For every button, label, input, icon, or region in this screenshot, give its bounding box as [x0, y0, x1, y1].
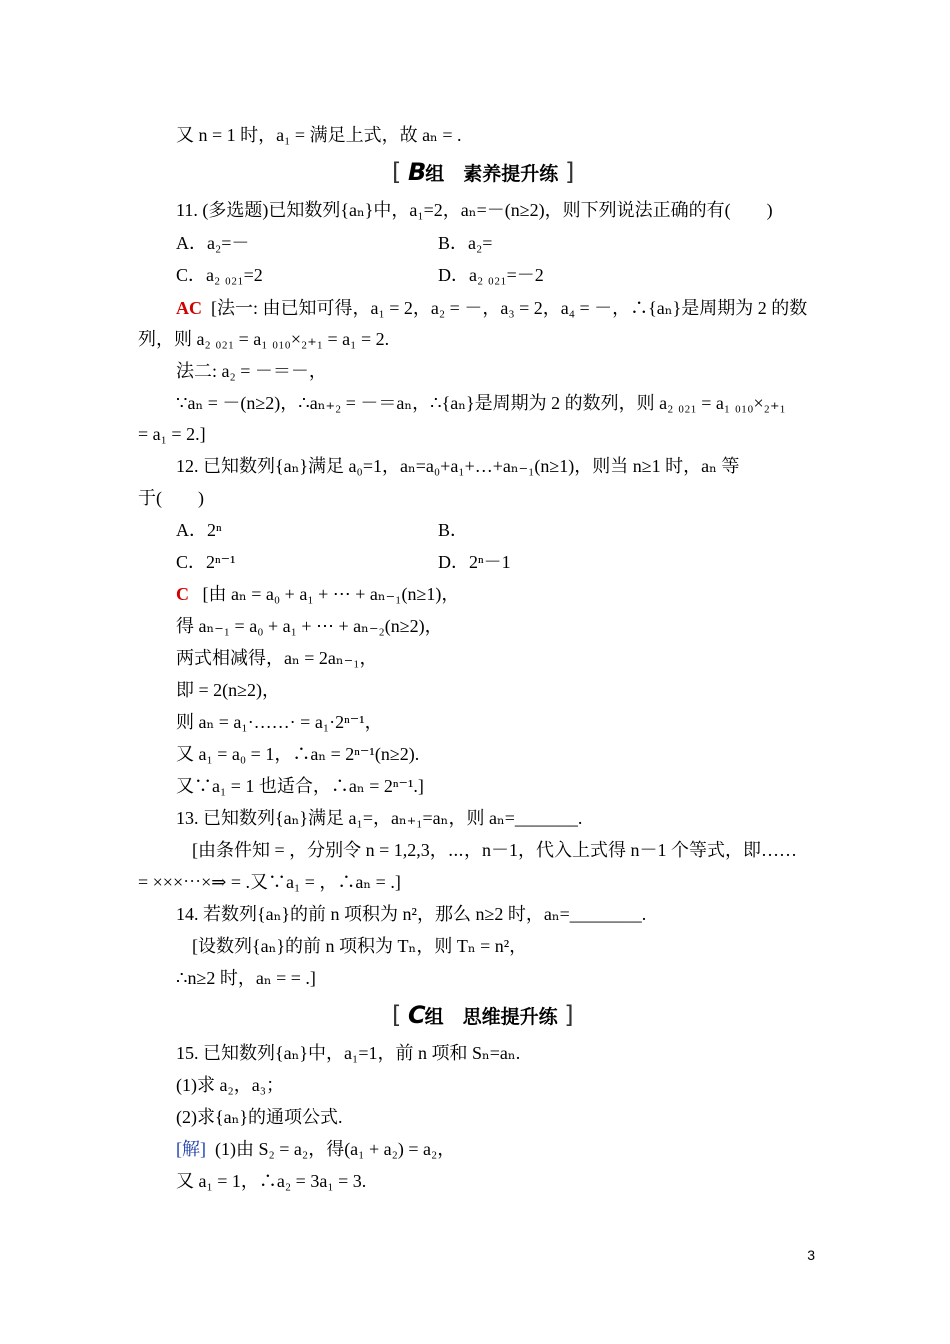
- q12-answer: C: [176, 584, 189, 604]
- question-15-stem: 15. 已知数列{aₙ}中，a₁=1，前 n 项和 Sₙ=aₙ.: [176, 1043, 521, 1063]
- page-number: 3: [807, 1247, 815, 1263]
- section-banner-c: [ C组 思维提升练 ]: [392, 1001, 574, 1029]
- q15-part-1: (1)求 a₂，a₃；: [176, 1075, 285, 1095]
- q14-solution-line: [设数列{aₙ}的前 n 项积为 Tₙ，则 Tₙ = n²，: [192, 936, 528, 956]
- q11-solution-line: 法二: a₂ = －＝－，: [176, 361, 327, 381]
- question-12-stem: 于( ): [138, 488, 204, 508]
- q12-solution-line: 则 aₙ = a₁·……· = a₁·2ⁿ⁻¹，: [176, 712, 383, 732]
- q12-solution-line: C [由 aₙ = a₀ + a₁ + ⋯ + aₙ₋₁(n≥1)，: [176, 584, 460, 604]
- q11-solution-line: AC [法一: 由已知可得，a₁ = 2，a₂ = －，a₃ = 2，a₄ = －，∴{aₙ}是周期为 2 的数: [176, 298, 808, 318]
- q12-option-b: B．: [438, 520, 469, 540]
- q11-solution-line: 列，则 a₂ ₀₂₁ = a₁ ₀₁₀×₂₊₁ = a₁ = 2.: [138, 329, 390, 349]
- q15-solution-line: [解] (1)由 S₂ = a₂，得(a₁ + a₂) = a₂，: [176, 1139, 456, 1159]
- q14-solution-line: ∴n≥2 时，aₙ = = .]: [176, 968, 316, 988]
- q12-solution-line: 又∵a₁ = 1 也适合，∴aₙ = 2ⁿ⁻¹.]: [176, 776, 424, 796]
- solution-tag: [解]: [176, 1139, 206, 1159]
- q15-solution-line: 又 a₁ = 1，∴a₂ = 3a₁ = 3.: [176, 1171, 367, 1191]
- q13-solution-line: [由条件知 = ，分别令 n = 1,2,3，⋯，n－1，代入上式得 n－1 个等式，即……: [192, 840, 797, 860]
- q11-option-c: C．a₂ ₀₂₁=2: [176, 265, 263, 285]
- question-13-stem: 13. 已知数列{aₙ}满足 a₁=，aₙ₊₁=aₙ，则 aₙ=_______.: [176, 808, 583, 828]
- question-14-stem: 14. 若数列{aₙ}的前 n 项积为 n²，那么 n≥2 时，aₙ=________.: [176, 904, 647, 924]
- question-11-stem: 11. (多选题)已知数列{aₙ}中，a₁=2，aₙ=－(n≥2)，则下列说法正确的有( ): [176, 200, 773, 220]
- q12-solution-line: 又 a₁ = a₀ = 1，∴aₙ = 2ⁿ⁻¹(n≥2).: [176, 744, 420, 764]
- question-12-stem: 12. 已知数列{aₙ}满足 a₀=1，aₙ=a₀+a₁+…+aₙ₋₁(n≥1)，则当 n≥1 时，aₙ 等: [176, 456, 740, 476]
- q12-option-c: C．2ⁿ⁻¹: [176, 552, 236, 572]
- q13-solution-line: = ×××⋯×⇒ = .又∵a₁ = ，∴aₙ = .]: [138, 872, 401, 892]
- q12-option-a: A．2ⁿ: [176, 520, 222, 540]
- q11-solution-line: = a₁ = 2.]: [138, 424, 206, 444]
- q15-part-2: (2)求{aₙ}的通项公式.: [176, 1107, 343, 1127]
- group-letter-b: B: [408, 158, 426, 186]
- group-letter-c: C: [408, 1001, 425, 1029]
- section-label: 组 思维提升练: [424, 1006, 558, 1028]
- q12-solution-line: 得 aₙ₋₁ = a₀ + a₁ + ⋯ + aₙ₋₂(n≥2)，: [176, 616, 443, 636]
- q11-option-b: B．a₂=: [438, 233, 493, 253]
- text-line: 又 n = 1 时，a₁ = 满足上式，故 aₙ = .: [176, 125, 462, 145]
- section-banner-b: [ B组 素养提升练 ]: [392, 158, 575, 186]
- q12-option-d: D．2ⁿ－1: [438, 552, 511, 572]
- section-label: 组 素养提升练: [425, 163, 559, 185]
- q12-solution-line: 两式相减得，aₙ = 2aₙ₋₁，: [176, 648, 378, 668]
- q12-solution-line: 即 = 2(n≥2)，: [176, 680, 281, 700]
- q11-solution-line: ∵aₙ = －(n≥2)，∴aₙ₊₂ = －＝aₙ，∴{aₙ}是周期为 2 的数列，则 a₂ ₀₂₁ = a₁ ₀₁₀×₂₊₁: [176, 393, 786, 413]
- q11-option-a: A．a₂=－: [176, 233, 250, 253]
- q11-answer: AC: [176, 298, 202, 318]
- q11-option-d: D．a₂ ₀₂₁=－2: [438, 265, 544, 285]
